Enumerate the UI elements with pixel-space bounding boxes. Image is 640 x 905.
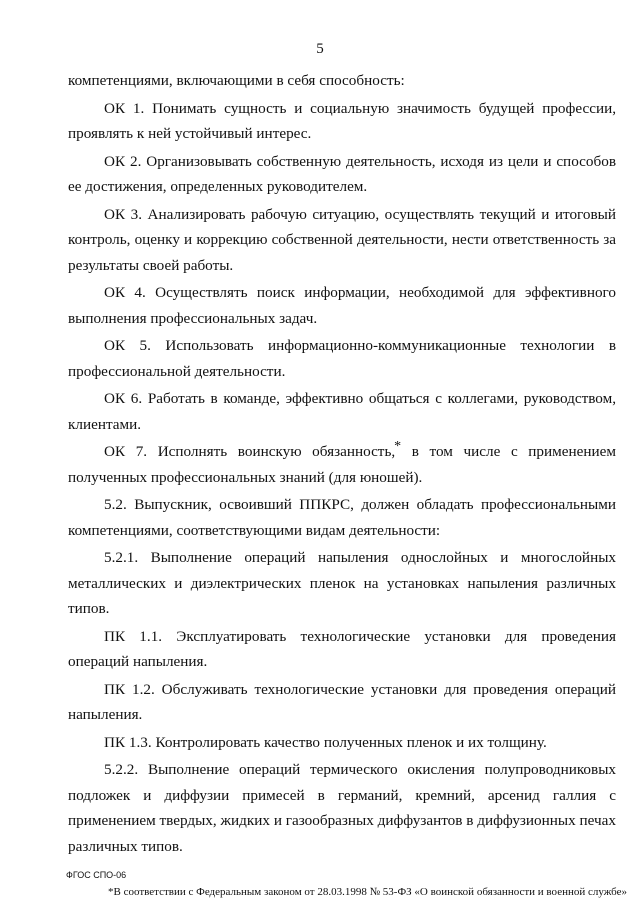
paragraph-5-2-1: 5.2.1. Выполнение операций напыления однослойных и многослойных металлических и диэлектрических пленок на установках напыления различных типов. (68, 549, 616, 617)
paragraph-5-2-2: 5.2.2. Выполнение операций термического окисления полупроводниковых подложек и диффузии примесей в германий, кремний, арсенид галлия с применением твердых, жидких и газообразных диффузантов в диффузионных печах различных типов. (68, 761, 616, 855)
paragraph-pk1-2: ПК 1.2. Обслуживать технологические установки для проведения операций напыления. (68, 680, 616, 723)
ok7-text-before: ОК 7. Исполнять воинскую обязанность, (104, 443, 396, 460)
paragraph-pk1-1: ПК 1.1. Эксплуатировать технологические установки для проведения операций напыления. (68, 627, 616, 670)
paragraph-ok5: ОК 5. Использовать информационно-коммуникационные технологии в профессиональной деятельности. (68, 337, 616, 380)
document-body (68, 68, 616, 861)
paragraph-ok4: ОК 4. Осуществлять поиск информации, необходимой для эффективного выполнения профессиональных задач. (68, 284, 616, 327)
footer-document-code: ФГОС СПО-06 (66, 870, 127, 880)
ok7-text-after: в том числе с применением полученных профессиональных знаний (для юношей). (68, 443, 616, 486)
paragraph-ok7 (68, 439, 616, 490)
page-number: 5 (316, 41, 324, 57)
footnote-marker: * (394, 438, 402, 454)
paragraph-ok6: ОК 6. Работать в команде, эффективно общаться с коллегами, руководством, клиентами. (68, 390, 616, 433)
paragraph-ok3: ОК 3. Анализировать рабочую ситуацию, осуществлять текущий и итоговый контроль, оценку и коррекцию собственной деятельности, нести ответственность за результаты своей работы. (68, 205, 616, 274)
footnote: *В соответствии с Федеральным законом от 28.03.1998 № 53-ФЗ «О воинской обязанности и военной службе» (108, 886, 627, 898)
paragraph: компетенциями, включающими в себя способность: (68, 72, 405, 89)
paragraph-ok2: ОК 2. Организовывать собственную деятельность, исходя из цели и способов ее достижения, определенных руководителем. (68, 152, 616, 195)
paragraph-pk1-3: ПК 1.3. Контролировать качество полученных пленок и их толщину. (104, 733, 547, 751)
paragraph-ok1: ОК 1. Понимать сущность и социальную значимость будущей профессии, проявлять к ней устойчивый интерес. (68, 99, 616, 142)
paragraph-5-2: 5.2. Выпускник, освоивший ППКРС, должен обладать профессиональными компетенциями, соответствующими видам деятельности: (68, 496, 616, 539)
